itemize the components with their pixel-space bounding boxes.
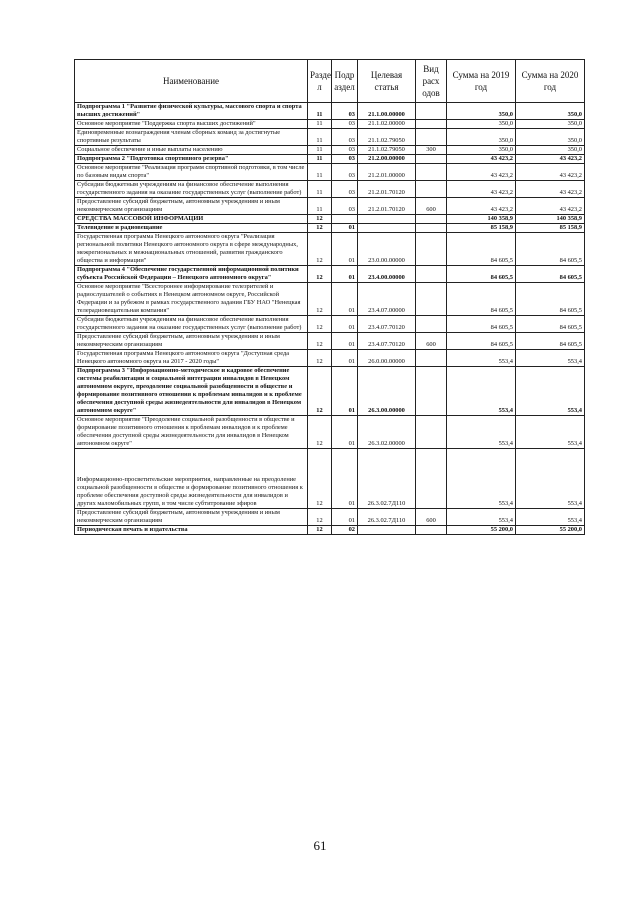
table-row bbox=[75, 198, 585, 215]
table-body bbox=[75, 103, 585, 535]
cell-target: 21.1.02.00000 bbox=[358, 120, 416, 129]
cell-target: 26.3.00.00000 bbox=[358, 367, 416, 416]
cell-sum2020: 553,4 bbox=[516, 350, 585, 367]
cell-sum2020: 43 423,2 bbox=[516, 198, 585, 215]
cell-sum2019: 350,0 bbox=[447, 146, 516, 155]
table-row bbox=[75, 233, 585, 266]
cell-subsection: 03 bbox=[332, 103, 358, 120]
cell-sum2020: 55 200,0 bbox=[516, 526, 585, 535]
cell-subsection: 01 bbox=[332, 416, 358, 449]
cell-target: 26.3.02.7Д110 bbox=[358, 509, 416, 526]
cell-kind bbox=[416, 181, 447, 198]
table-row bbox=[75, 350, 585, 367]
cell-sum2019: 43 423,2 bbox=[447, 164, 516, 181]
cell-target: 26.3.02.00000 bbox=[358, 416, 416, 449]
cell-sum2019: 84 605,5 bbox=[447, 333, 516, 350]
cell-target: 21.2.01.00000 bbox=[358, 164, 416, 181]
table-row bbox=[75, 224, 585, 233]
cell-subsection: 01 bbox=[332, 333, 358, 350]
cell-section: 11 bbox=[308, 120, 332, 129]
cell-name: Предоставление субсидий бюджетным, автономным учреждениям и иным некоммерческим организациям bbox=[75, 333, 308, 350]
cell-target: 23.4.07.70120 bbox=[358, 316, 416, 333]
cell-kind bbox=[416, 233, 447, 266]
table-row bbox=[75, 164, 585, 181]
budget-table bbox=[74, 59, 585, 535]
table-row bbox=[75, 215, 585, 224]
cell-target: 23.0.00.00000 bbox=[358, 233, 416, 266]
cell-section: 11 bbox=[308, 198, 332, 215]
cell-subsection: 01 bbox=[332, 350, 358, 367]
cell-target: 21.2.01.70120 bbox=[358, 181, 416, 198]
cell-sum2019: 43 423,2 bbox=[447, 198, 516, 215]
cell-section: 11 bbox=[308, 181, 332, 198]
cell-subsection: 03 bbox=[332, 181, 358, 198]
cell-sum2019: 350,0 bbox=[447, 129, 516, 146]
col-subsection-header: Подр аздел bbox=[332, 60, 358, 103]
cell-kind bbox=[416, 103, 447, 120]
cell-kind: 300 bbox=[416, 146, 447, 155]
cell-subsection: 01 bbox=[332, 266, 358, 283]
cell-name: Телевидение и радиовещание bbox=[75, 224, 308, 233]
cell-subsection: 01 bbox=[332, 283, 358, 316]
cell-name: Основное мероприятие "Поддержка спорта высших достижений" bbox=[75, 120, 308, 129]
cell-sum2019: 553,4 bbox=[447, 350, 516, 367]
cell-subsection: 03 bbox=[332, 120, 358, 129]
table-row bbox=[75, 129, 585, 146]
cell-name: Социальное обеспечение и иные выплаты населению bbox=[75, 146, 308, 155]
table-row bbox=[75, 120, 585, 129]
cell-kind bbox=[416, 155, 447, 164]
col-name-header: Наименование bbox=[75, 60, 308, 103]
cell-target: 23.4.00.00000 bbox=[358, 266, 416, 283]
cell-section: 12 bbox=[308, 283, 332, 316]
cell-subsection: 01 bbox=[332, 316, 358, 333]
cell-name: Предоставление субсидий бюджетным, автономным учреждениям и иным некоммерческим организациям bbox=[75, 509, 308, 526]
page-number: 61 bbox=[313, 838, 327, 853]
cell-kind bbox=[416, 164, 447, 181]
cell-sum2019: 84 605,5 bbox=[447, 233, 516, 266]
cell-section: 12 bbox=[308, 350, 332, 367]
cell-target bbox=[358, 526, 416, 535]
cell-name: Основное мероприятие "Всестороннее информирование телезрителей и радиослушателей о событиях в Ненецком автономном округе, Российской Федерации и за рубежом в рамках государственного задания ГБУ НАО "Ненецкая телерадиовещательная компания" bbox=[75, 283, 308, 316]
header-row bbox=[75, 60, 585, 103]
cell-name: Основное мероприятие "Преодоление социальной разобщенности в обществе и формирование позитивного отношения к проблемам инвалидов и к проблеме обеспечения доступной среды жизнедеятельности для инвалидов в Ненецком автономном округе" bbox=[75, 416, 308, 449]
cell-sum2019: 350,0 bbox=[447, 120, 516, 129]
cell-subsection: 01 bbox=[332, 233, 358, 266]
table-row bbox=[75, 449, 585, 509]
cell-section: 12 bbox=[308, 233, 332, 266]
cell-subsection: 03 bbox=[332, 155, 358, 164]
cell-target: 26.0.00.00000 bbox=[358, 350, 416, 367]
col-target-header: Целевая статья bbox=[358, 60, 416, 103]
cell-target: 23.4.07.00000 bbox=[358, 283, 416, 316]
cell-sum2019: 140 358,9 bbox=[447, 215, 516, 224]
cell-name: Субсидии бюджетным учреждениям на финансовое обеспечение выполнения государственного задания на оказание государственных услуг (выполнение работ) bbox=[75, 316, 308, 333]
cell-target bbox=[358, 224, 416, 233]
cell-name: Подпрограмма 1 "Развитие физической культуры, массового спорта и спорта высших достижений" bbox=[75, 103, 308, 120]
cell-sum2020: 43 423,2 bbox=[516, 181, 585, 198]
table-row bbox=[75, 509, 585, 526]
cell-kind bbox=[416, 416, 447, 449]
cell-section: 12 bbox=[308, 449, 332, 509]
table-row bbox=[75, 283, 585, 316]
table-row bbox=[75, 146, 585, 155]
cell-subsection: 02 bbox=[332, 526, 358, 535]
cell-subsection: 01 bbox=[332, 367, 358, 416]
cell-sum2019: 553,4 bbox=[447, 367, 516, 416]
cell-sum2019: 43 423,2 bbox=[447, 181, 516, 198]
cell-subsection bbox=[332, 215, 358, 224]
table-row bbox=[75, 367, 585, 416]
table-row bbox=[75, 316, 585, 333]
col-sum2020-header: Сумма на 2020 год bbox=[516, 60, 585, 103]
cell-target: 21.2.01.70120 bbox=[358, 198, 416, 215]
table-row bbox=[75, 416, 585, 449]
cell-kind bbox=[416, 316, 447, 333]
cell-subsection: 01 bbox=[332, 509, 358, 526]
cell-sum2019: 553,4 bbox=[447, 416, 516, 449]
cell-section: 11 bbox=[308, 103, 332, 120]
cell-section: 12 bbox=[308, 215, 332, 224]
cell-target: 21.1.02.79050 bbox=[358, 146, 416, 155]
cell-sum2020: 84 605,5 bbox=[516, 333, 585, 350]
cell-sum2019: 43 423,2 bbox=[447, 155, 516, 164]
cell-section: 12 bbox=[308, 416, 332, 449]
cell-sum2020: 43 423,2 bbox=[516, 155, 585, 164]
cell-section: 12 bbox=[308, 509, 332, 526]
cell-sum2020: 43 423,2 bbox=[516, 164, 585, 181]
cell-name: Подпрограмма 3 "Информационно-методическое и кадровое обеспечение системы реабилитации и социальной интеграции инвалидов в Ненецком автономном округе, преодоление социальной разобщенности в обществе и формирование позитивного отношения к проблемам инвалидов и к проблеме обеспечения доступной среды жизнедеятельности для инвалидов в Ненецком автономном округе" bbox=[75, 367, 308, 416]
cell-section: 12 bbox=[308, 316, 332, 333]
cell-subsection: 01 bbox=[332, 449, 358, 509]
cell-name: Основное мероприятие "Реализация программ спортивной подготовки, в том числе по базовым видам спорта" bbox=[75, 164, 308, 181]
cell-name: Субсидии бюджетным учреждениям на финансовое обеспечение выполнения государственного задания на оказание государственных услуг (выполнение работ) bbox=[75, 181, 308, 198]
table-row bbox=[75, 526, 585, 535]
col-sum2019-header: Сумма на 2019 год bbox=[447, 60, 516, 103]
cell-subsection: 03 bbox=[332, 129, 358, 146]
col-kind-header: Вид расх одов bbox=[416, 60, 447, 103]
cell-sum2020: 140 358,9 bbox=[516, 215, 585, 224]
cell-section: 12 bbox=[308, 526, 332, 535]
cell-name: Государственная программа Ненецкого автономного округа "Доступная среда Ненецкого автономного округа на 2017 - 2020 годы" bbox=[75, 350, 308, 367]
cell-sum2020: 350,0 bbox=[516, 103, 585, 120]
cell-sum2019: 350,0 bbox=[447, 103, 516, 120]
table-row bbox=[75, 155, 585, 164]
cell-kind bbox=[416, 120, 447, 129]
cell-section: 12 bbox=[308, 333, 332, 350]
cell-kind: 600 bbox=[416, 333, 447, 350]
cell-name: Информационно-просветительские мероприятия, направленные на преодоление социальной разобщенности в обществе и формирование позитивного отношения к проблеме обеспечения доступной среды жизнедеятельности для инвалидов и других маломобильных групп, в том числе субтитрование эфиров bbox=[75, 449, 308, 509]
cell-sum2019: 553,4 bbox=[447, 509, 516, 526]
cell-kind bbox=[416, 266, 447, 283]
cell-kind bbox=[416, 350, 447, 367]
cell-sum2020: 350,0 bbox=[516, 129, 585, 146]
cell-sum2020: 350,0 bbox=[516, 120, 585, 129]
cell-subsection: 01 bbox=[332, 224, 358, 233]
table-row bbox=[75, 333, 585, 350]
cell-sum2019: 55 200,0 bbox=[447, 526, 516, 535]
cell-name: Государственная программа Ненецкого автономного округа "Реализация региональной политики Ненецкого автономного округа в сфере международных, межрегиональных и межнациональных отношений, развития гражданского общества и информации" bbox=[75, 233, 308, 266]
cell-kind: 600 bbox=[416, 509, 447, 526]
cell-sum2020: 84 605,5 bbox=[516, 266, 585, 283]
cell-sum2020: 553,4 bbox=[516, 509, 585, 526]
cell-name: СРЕДСТВА МАССОВОЙ ИНФОРМАЦИИ bbox=[75, 215, 308, 224]
cell-section: 11 bbox=[308, 164, 332, 181]
cell-sum2019: 553,4 bbox=[447, 449, 516, 509]
cell-sum2020: 350,0 bbox=[516, 146, 585, 155]
cell-kind bbox=[416, 449, 447, 509]
col-section-header: Разде л bbox=[308, 60, 332, 103]
cell-name: Подпрограмма 2 "Подготовка спортивного резерва" bbox=[75, 155, 308, 164]
cell-sum2020: 85 158,9 bbox=[516, 224, 585, 233]
cell-kind bbox=[416, 215, 447, 224]
cell-sum2020: 84 605,5 bbox=[516, 283, 585, 316]
cell-kind bbox=[416, 224, 447, 233]
cell-section: 11 bbox=[308, 155, 332, 164]
table-row bbox=[75, 181, 585, 198]
cell-target: 21.1.00.00000 bbox=[358, 103, 416, 120]
cell-target: 21.1.02.79050 bbox=[358, 129, 416, 146]
cell-sum2020: 553,4 bbox=[516, 367, 585, 416]
cell-section: 11 bbox=[308, 146, 332, 155]
cell-kind bbox=[416, 129, 447, 146]
table-row bbox=[75, 103, 585, 120]
cell-subsection: 03 bbox=[332, 198, 358, 215]
cell-sum2019: 84 605,5 bbox=[447, 316, 516, 333]
cell-target: 23.4.07.70120 bbox=[358, 333, 416, 350]
cell-target: 21.2.00.00000 bbox=[358, 155, 416, 164]
cell-kind bbox=[416, 526, 447, 535]
cell-sum2019: 84 605,5 bbox=[447, 283, 516, 316]
cell-sum2019: 85 158,9 bbox=[447, 224, 516, 233]
cell-sum2020: 84 605,5 bbox=[516, 316, 585, 333]
cell-subsection: 03 bbox=[332, 164, 358, 181]
cell-target: 26.3.02.7Д110 bbox=[358, 449, 416, 509]
cell-name: Предоставление субсидий бюджетным, автономным учреждениям и иным некоммерческим организациям bbox=[75, 198, 308, 215]
cell-kind bbox=[416, 283, 447, 316]
cell-target bbox=[358, 215, 416, 224]
cell-name: Подпрограмма 4 "Обеспечение государственной информационной политики субъекта Российской Федерации – Ненецкого автономного округа" bbox=[75, 266, 308, 283]
cell-kind: 600 bbox=[416, 198, 447, 215]
cell-sum2020: 553,4 bbox=[516, 449, 585, 509]
table-row bbox=[75, 266, 585, 283]
cell-name: Периодическая печать и издательства bbox=[75, 526, 308, 535]
cell-section: 12 bbox=[308, 266, 332, 283]
cell-kind bbox=[416, 367, 447, 416]
cell-sum2020: 553,4 bbox=[516, 416, 585, 449]
cell-name: Единовременные вознаграждения членам сборных команд за достигнутые спортивные результаты bbox=[75, 129, 308, 146]
cell-section: 12 bbox=[308, 367, 332, 416]
cell-sum2020: 84 605,5 bbox=[516, 233, 585, 266]
cell-section: 11 bbox=[308, 129, 332, 146]
cell-subsection: 03 bbox=[332, 146, 358, 155]
cell-sum2019: 84 605,5 bbox=[447, 266, 516, 283]
cell-section: 12 bbox=[308, 224, 332, 233]
